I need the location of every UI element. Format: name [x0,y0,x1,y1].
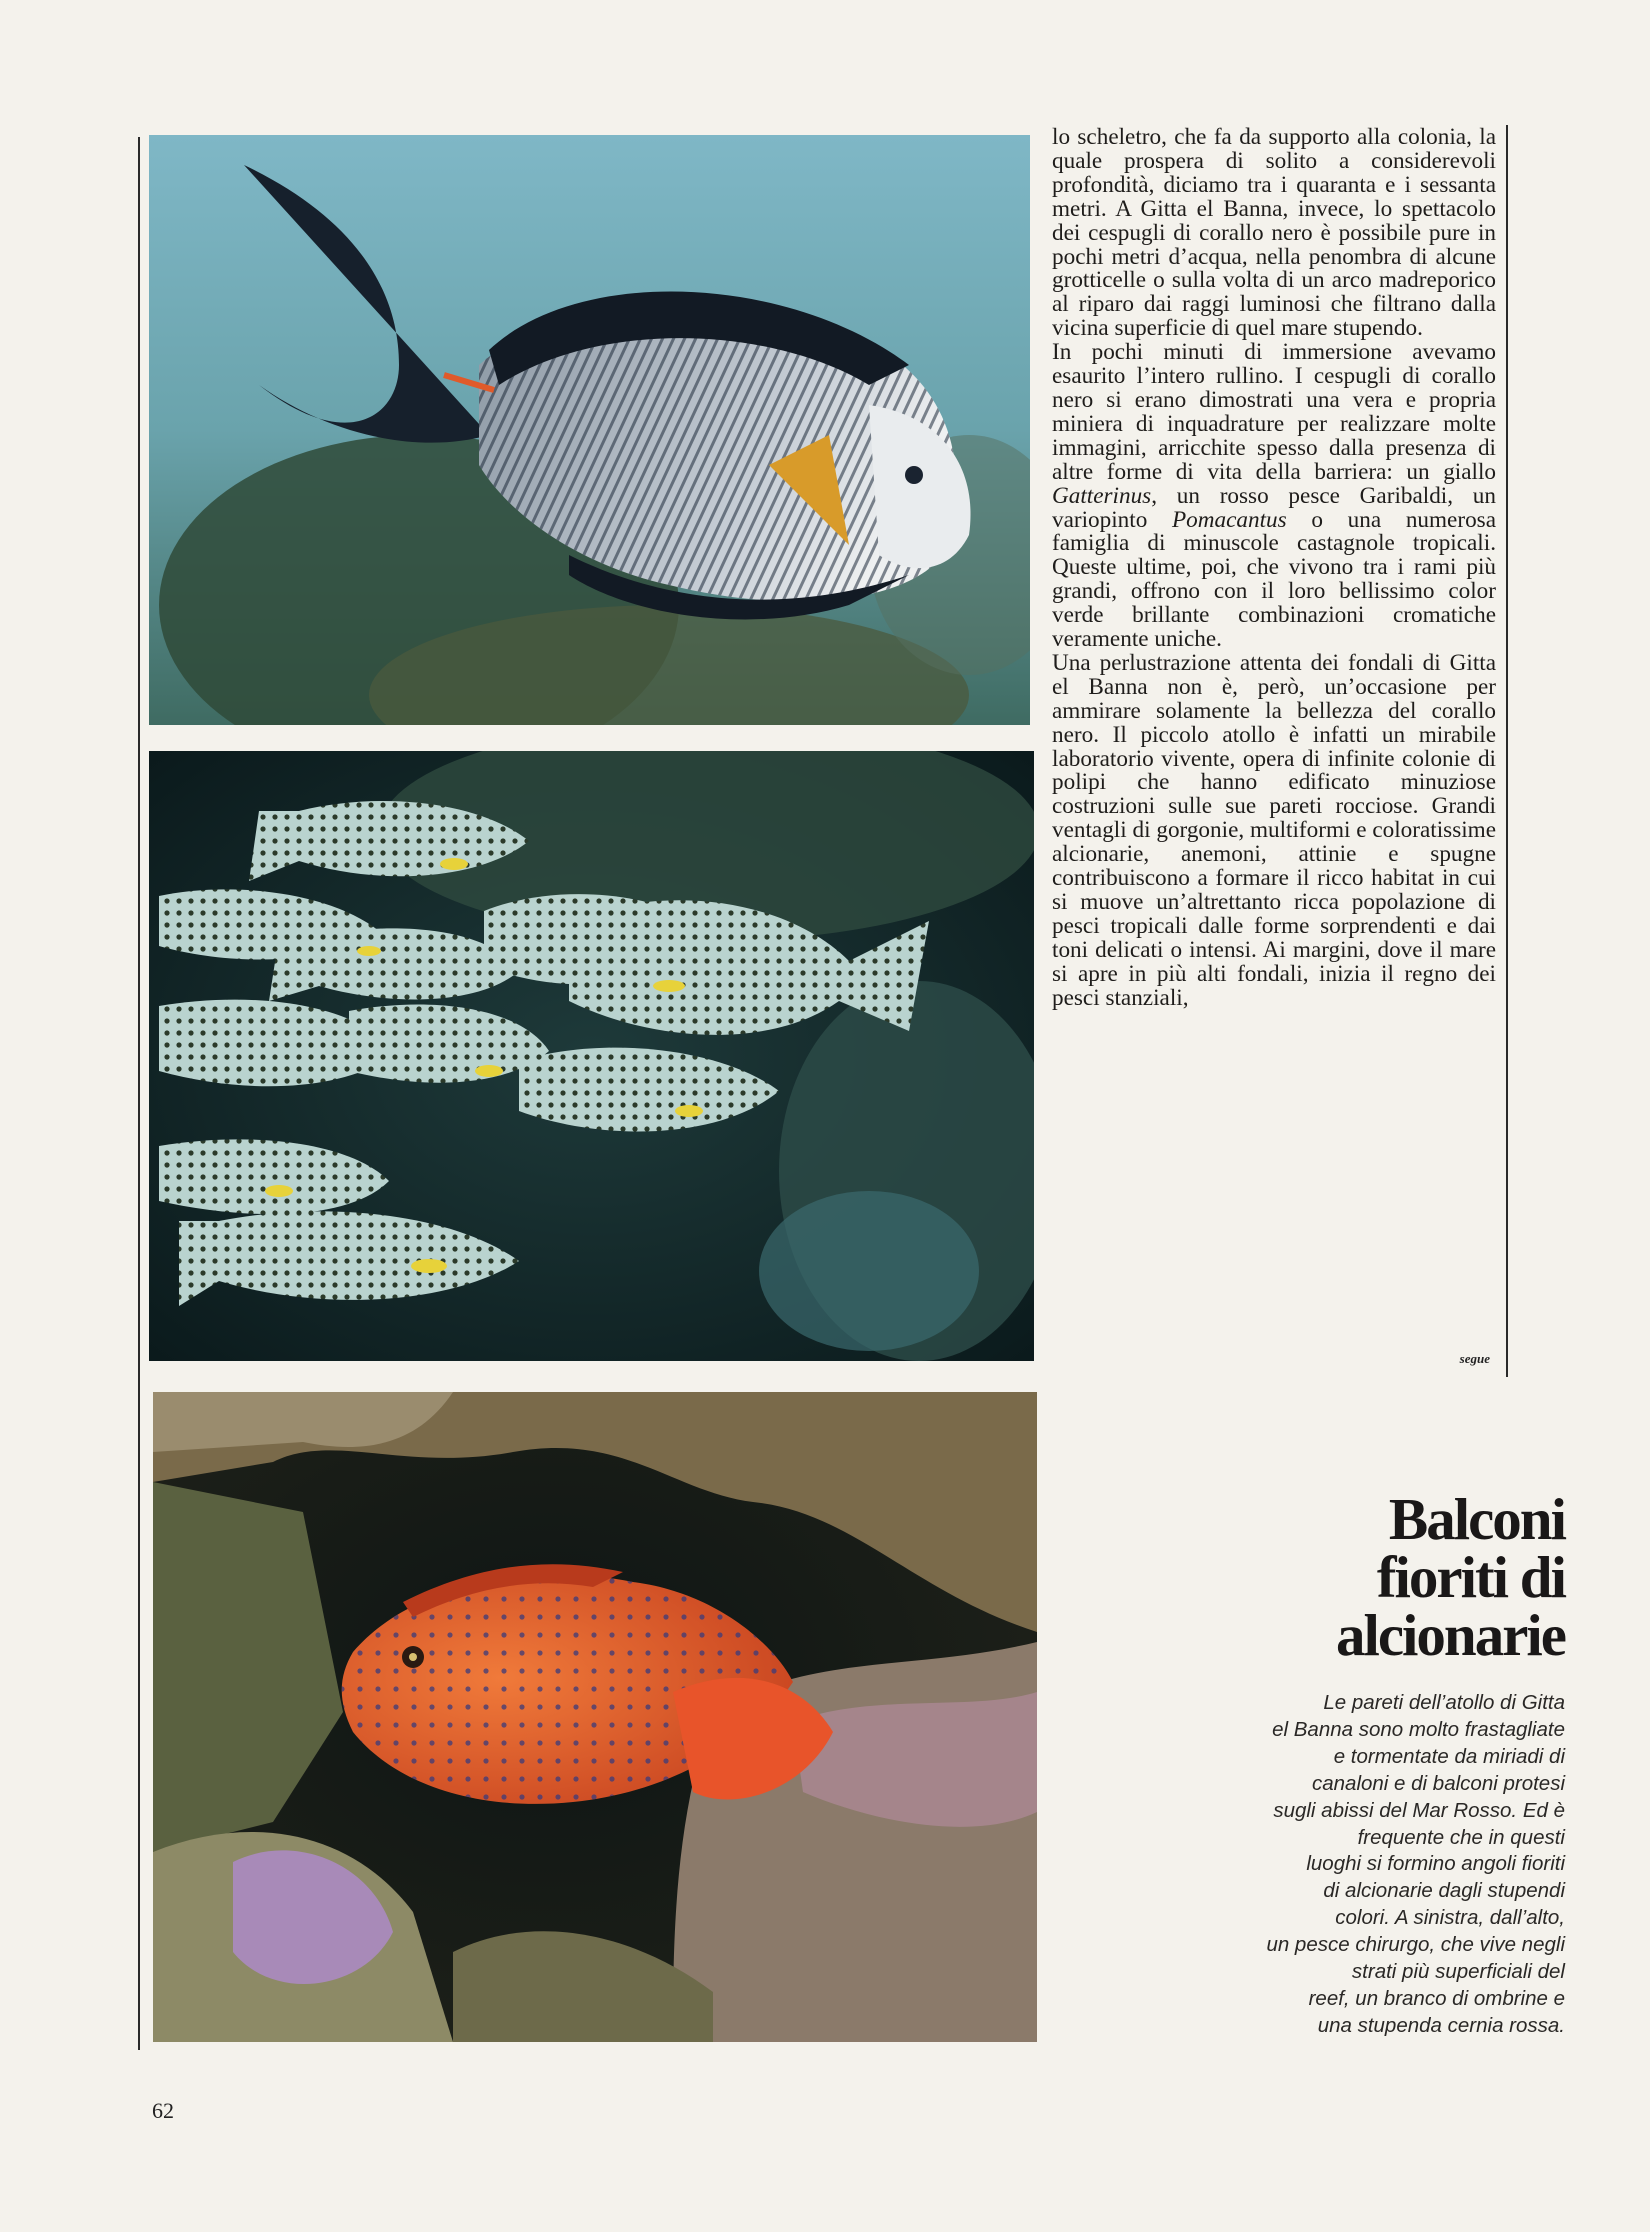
body-paragraph-3: Una perlustrazione attenta dei fondali di Gitta el Banna non è, però, un’occasione per ammirare solamente la bellezza del corallo nero. Il piccolo atollo è infatti un mirabile laboratorio vivente, opera di infinite colonie di polipi che hanno edificato minuziose costruzioni sulle sue pareti rocciose. Grandi ventagli di gorgonie, multiformi e coloratissime alcionarie, anemoni, attinie e spugne contribuiscono a formare il ricco habitat in cui si muove un’altrettanto ricca popolazione di pesci tropicali dalle forme sorprendenti e dai toni delicati o intensi. Ai margini, dove il mare si apre in più alti fondali, inizia il regno dei pesci stanziali, [1052,649,1496,1011]
caption-line: canaloni e di balconi protesi [1312,1771,1565,1795]
photo-sweetlips-school [149,751,1034,1361]
article-body [1052,126,1496,1011]
body-paragraph-1: lo scheletro, che fa da supporto alla colonia, la quale prospera di solito a considerevoli profondità, diciamo tra i quaranta e i sessanta metri. A Gitta el Banna, invece, lo spettacolo dei cespugli di corallo nero è possibile pure in pochi metri d’acqua, nella penombra di alcune grotticelle o sulla volta di un arco madreporico al riparo dai raggi luminosi che filtrano dalla vicina superficie di quel mare stupendo. [1052,124,1496,342]
caption-line: frequente che in questi [1357,1825,1565,1849]
caption-line: strati più superficiali del [1351,1960,1565,1984]
continued-label: segue [1459,1351,1490,1366]
headline-line: fioriti di [1376,1544,1565,1610]
photo-surgeonfish [149,135,1030,725]
page-number: 62 [152,2098,174,2123]
caption-line: e tormentate da miriadi di [1333,1744,1565,1768]
caption-line: di alcionarie dagli stupendi [1323,1879,1565,1903]
photo-caption [1150,1690,1565,2040]
caption-line: Le pareti dell’atollo di Gitta [1323,1691,1565,1714]
caption-line: sugli abissi del Mar Rosso. Ed è [1273,1798,1565,1822]
photo-red-grouper [153,1392,1037,2042]
caption-line: un pesce chirurgo, che vive negli [1266,1933,1565,1957]
caption-line: luoghi si formino angoli fioriti [1306,1852,1565,1876]
headline-line: Balconi [1388,1486,1565,1552]
left-column-rule [138,137,140,2050]
right-column-rule [1506,125,1508,1377]
caption-line: el Banna sono molto frastagliate [1272,1717,1565,1741]
caption-line: reef, un branco di ombrine e [1308,1986,1565,2010]
headline-line: alcionarie [1335,1602,1565,1668]
body-paragraph-2: In pochi minuti di immersione avevamo esaurito l’intero rullino. I cespugli di corallo nero si erano dimostrati una vera e propria miniera di inquadrature per realizzare molte immagini, arricchite spesso dalla presenza di altre forme di vita della barriera: un giallo Gatterinus, un rosso pesce Garibaldi, un variopinto Pomacantus o una numerosa famiglia di minuscole castagnole tropicali. Queste ultime, poi, che vivono tra i rami più grandi, offrono con il loro bellissimo color verde brillante combinazioni cromatiche veramente uniche. [1052,339,1496,653]
caption-line: colori. A sinistra, dall’alto, [1335,1906,1565,1930]
caption-line: una stupenda cernia rossa. [1317,2013,1565,2037]
sidebar-headline [1160,1486,1565,1668]
